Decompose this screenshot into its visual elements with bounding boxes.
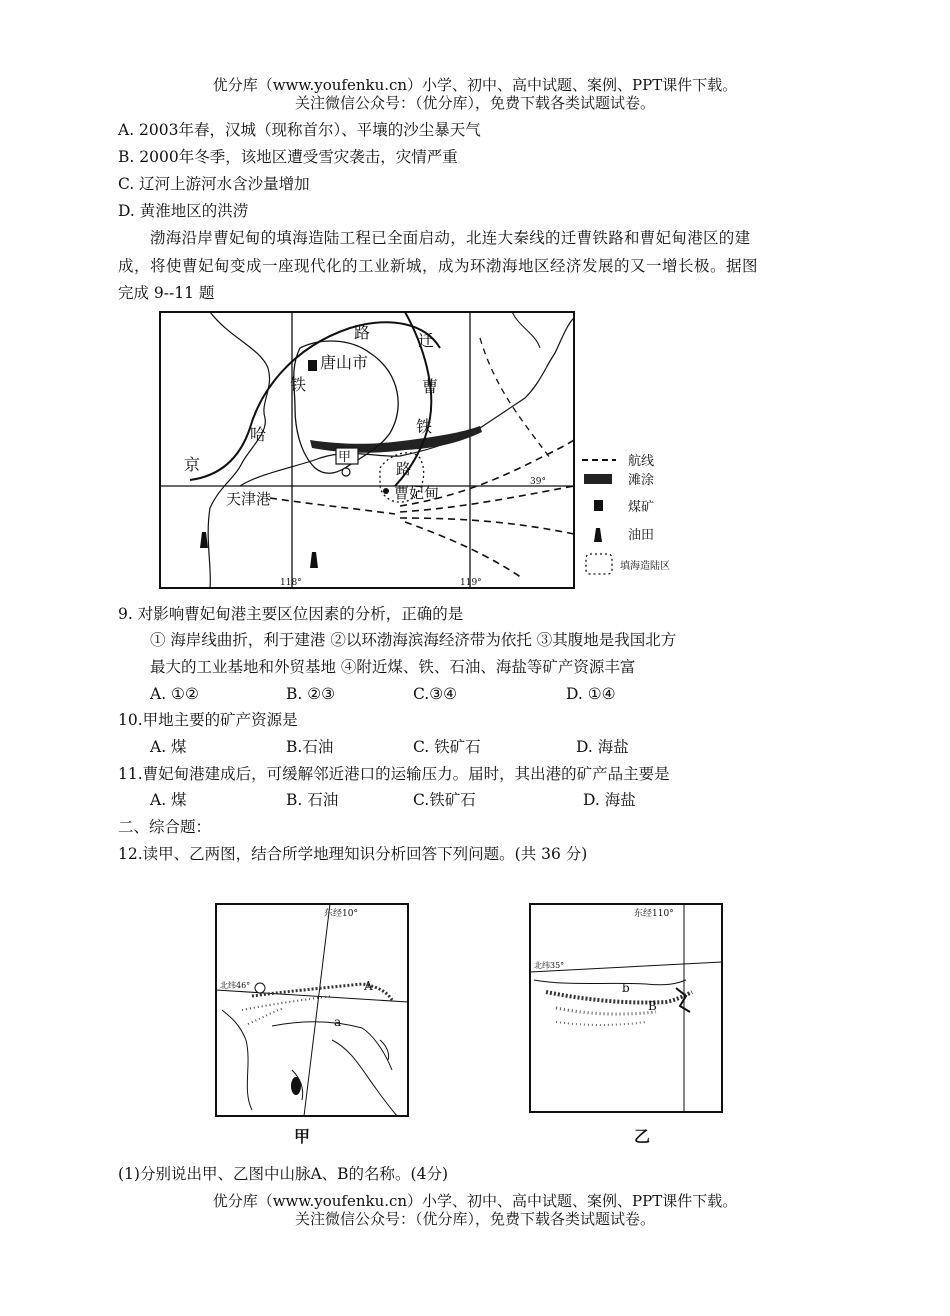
prev-option-c: C. 辽河上游河水含沙量增加 (118, 175, 310, 193)
map-yi-lat: 北纬35° (534, 961, 565, 970)
legend-oil-field: 油田 (628, 528, 655, 543)
map1-label-lu-top: 路 (354, 323, 371, 342)
q12-stem: 12.读甲、乙两图，结合所学地理知识分析回答下列问题。(共 36 分) (118, 845, 588, 863)
map-yi-label-b: b (622, 981, 630, 995)
q9-option-b: B. ②③ (286, 685, 336, 703)
header-line-2: 关注微信公众号：（优分库），免费下载各类试题试卷。 (294, 94, 655, 112)
map1-label-qian: 迁 (418, 331, 435, 350)
map-jia-lat: 北纬46° (220, 981, 251, 990)
map-jia (212, 900, 412, 1150)
q10-option-d: D. 海盐 (576, 738, 629, 756)
q9-line-3: 最大的工业基地和外贸基地 ④附近煤、铁、石油、海盐等矿产资源丰富 (150, 658, 636, 676)
map1-label-lon2: 119° (460, 578, 482, 588)
q11-option-d: D. 海盐 (583, 791, 636, 809)
intro-line-2: 成，将使曹妃甸变成一座现代化的工业新城，成为环渤海地区经济发展的又一增长极。据图 (118, 257, 759, 275)
map1-label-jing: 京 (184, 455, 201, 474)
q9-line-2: ① 海岸线曲折，利于建港 ②以环渤海滨海经济带为依托 ③其腹地是我国北方 (150, 631, 677, 649)
q9-option-c: C.③④ (413, 685, 458, 703)
map1-label-tie-left: 铁 (290, 375, 307, 394)
map-yi (526, 900, 726, 1150)
legend-tidal-flat: 滩涂 (628, 473, 655, 488)
map-jia-label-A: A (364, 979, 373, 993)
footer-line-2: 关注微信公众号：（优分库），免费下载各类试题试卷。 (294, 1210, 655, 1228)
map-jia-caption: 甲 (294, 1127, 311, 1146)
q11-option-b: B. 石油 (286, 791, 339, 809)
map1-label-lon1: 118° (280, 578, 302, 588)
q9-stem: 9. 对影响曹妃甸港主要区位因素的分析，正确的是 (118, 605, 464, 623)
map1-label-tianjin: 天津港 (226, 490, 272, 508)
section-2-title: 二、综合题： (118, 818, 212, 836)
q10-option-b: B.石油 (286, 738, 334, 756)
map1-label-ha: 哈 (250, 425, 267, 444)
q9-option-a: A. ①② (150, 685, 199, 703)
map-yi-lon: 东经110° (634, 909, 674, 919)
q12-sub-1: (1)分别说出甲、乙图中山脉A、B的名称。(4分) (118, 1165, 448, 1183)
caofeidian-map (150, 308, 710, 592)
prev-option-a: A. 2003年春，汉城（现称首尔）、平壤的沙尘暴天气 (118, 121, 481, 139)
map-jia-lon: 东经10° (324, 909, 358, 919)
footer-line-1: 优分库（www.youfenku.cn）小学、初中、高中试题、案例、PPT课件下载。 (212, 1192, 738, 1210)
map1-label-tangshan: 唐山市 (320, 353, 369, 372)
map1-label-cao: 曹 (422, 377, 439, 396)
q10-stem: 10.甲地主要的矿产资源是 (118, 711, 298, 729)
map1-label-lu-bottom: 路 (396, 460, 412, 478)
prev-option-d: D. 黄淮地区的洪涝 (118, 202, 249, 220)
map-yi-caption: 乙 (634, 1127, 651, 1146)
q11-stem: 11.曹妃甸港建成后，可缓解邻近港口的运输压力。届时，其出港的矿产品主要是 (118, 765, 670, 783)
legend-landfill: 填海造陆区 (620, 561, 670, 572)
map1-label-caofeidian: 曹妃甸 (394, 484, 440, 502)
q10-option-a: A. 煤 (150, 738, 187, 756)
map1-label-jia: 甲 (338, 450, 352, 465)
q11-option-c: C.铁矿石 (413, 791, 476, 809)
q11-option-a: A. 煤 (150, 791, 187, 809)
map-yi-label-B: B (648, 999, 657, 1013)
q10-option-c: C. 铁矿石 (413, 738, 481, 756)
q9-option-d: D. ①④ (566, 685, 616, 703)
map-jia-label-a: a (334, 1015, 342, 1029)
legend-route: 航线 (628, 454, 655, 469)
intro-line-1: 渤海沿岸曹妃甸的填海造陆工程已全面启动，北连大秦线的迁曹铁路和曹妃甸港区的建 (150, 229, 751, 247)
intro-line-3: 完成 9--11 题 (118, 284, 215, 302)
header-line-1: 优分库（www.youfenku.cn）小学、初中、高中试题、案例、PPT课件下载。 (212, 76, 738, 94)
prev-option-b: B. 2000年冬季，该地区遭受雪灾袭击，灾情严重 (118, 148, 458, 166)
legend-coal-mine: 煤矿 (628, 500, 655, 515)
map1-label-tie-right: 铁 (416, 417, 433, 436)
map1-label-lat: 39° (530, 477, 546, 487)
